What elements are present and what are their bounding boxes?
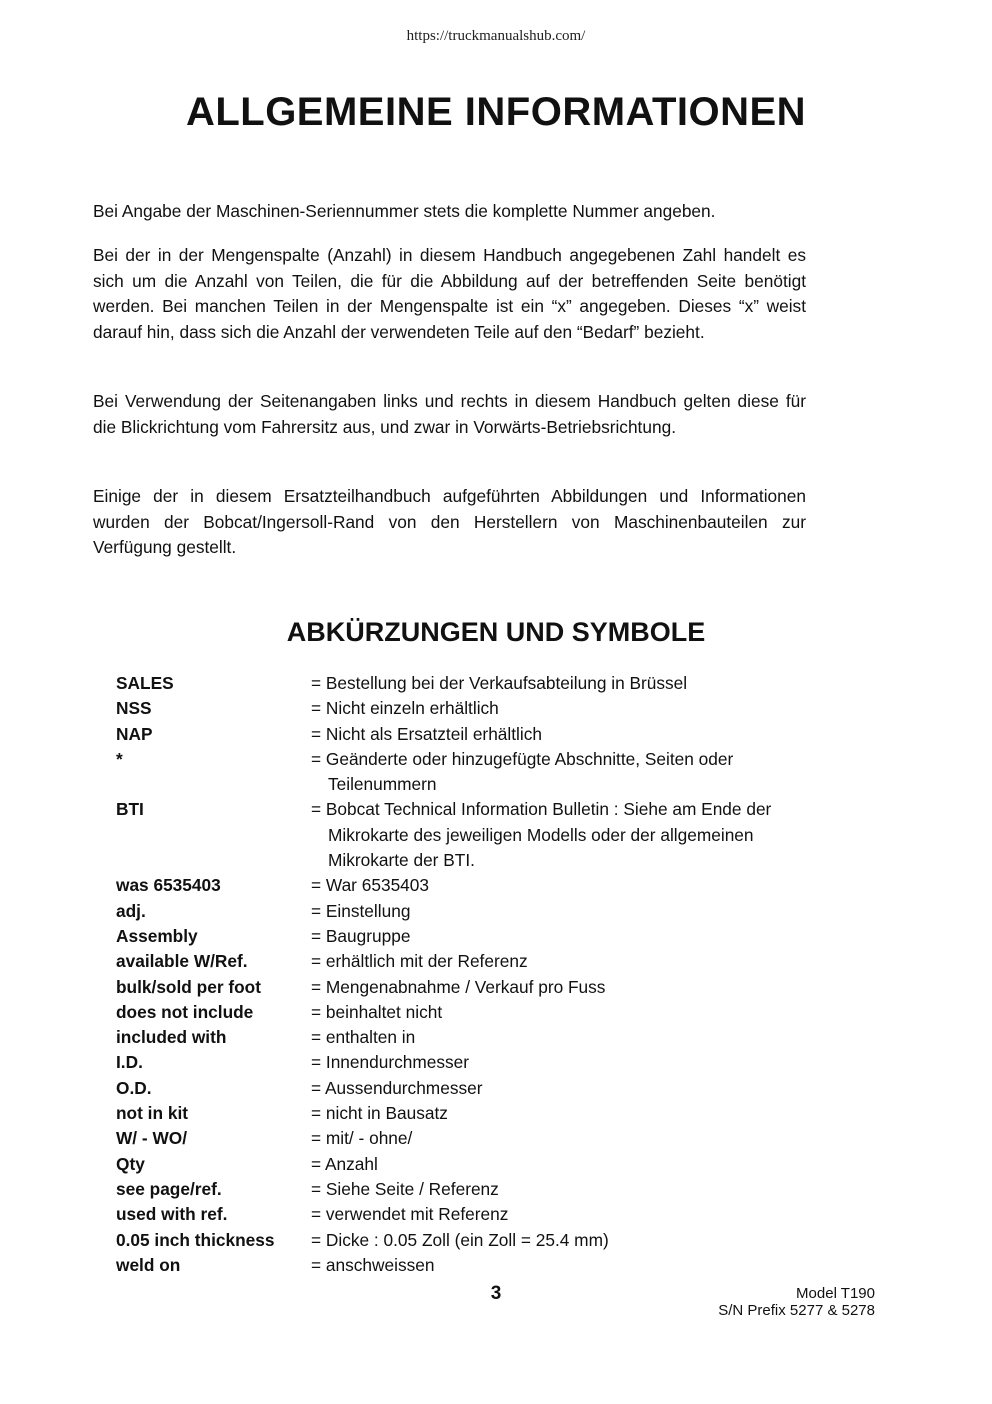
abbreviation-definition: = Dicke : 0.05 Zoll (ein Zoll = 25.4 mm) (311, 1229, 609, 1250)
section-title: ABKÜRZUNGEN UND SYMBOLE (286, 617, 706, 647)
abbreviation-row (116, 1000, 836, 1025)
abbreviation-term: I.D. (116, 1052, 143, 1073)
abbreviation-row (116, 873, 836, 898)
abbreviation-definition: = Einstellung (311, 900, 411, 921)
model-info (718, 1285, 875, 1319)
paragraph-left-right: Bei Verwendung der Seitenangaben links und rechts in diesem Handbuch gelten diese für die Blickrichtung vom Fahrersitz aus, und zwar in Vorwärts-Betriebsrichtung. (93, 391, 806, 437)
abbreviation-term: see page/ref. (116, 1178, 222, 1199)
abbreviation-row (116, 696, 836, 721)
abbreviation-row (116, 1050, 836, 1075)
abbreviation-row (116, 1126, 836, 1151)
abbreviation-definition: = Bobcat Technical Information Bulletin : Siehe am Ende der Mikrokarte des jeweiligen Modells oder der allgemeinen Mikrokarte der BTI. (311, 799, 772, 871)
abbreviation-definition: = Innendurchmesser (311, 1052, 470, 1073)
abbreviation-term: adj. (116, 900, 146, 921)
abbreviation-row (116, 1228, 836, 1253)
serial-prefix: S/N Prefix 5277 & 5278 (718, 1302, 875, 1319)
abbreviation-term: was 6535403 (116, 875, 221, 896)
abbreviation-definition: = anschweissen (311, 1254, 435, 1275)
abbreviation-term: Qty (116, 1153, 145, 1174)
abbreviation-row (116, 1025, 836, 1050)
abbreviation-definition: = Aussendurchmesser (311, 1077, 483, 1098)
abbreviation-definition: = mit/ - ohne/ (311, 1128, 413, 1149)
abbreviation-definition: = nicht in Bausatz (311, 1103, 448, 1124)
abbreviation-term: BTI (116, 799, 144, 820)
abbreviation-definition: = Mengenabnahme / Verkauf pro Fuss (311, 976, 606, 997)
abbreviation-row (116, 899, 836, 924)
abbreviation-row (116, 1152, 836, 1177)
abbreviation-row (116, 1076, 836, 1101)
abbreviation-row (116, 722, 836, 747)
abbreviation-definition: = Baugruppe (311, 925, 411, 946)
page-number: 3 (490, 1283, 502, 1304)
abbreviation-definition: = Nicht als Ersatzteil erhältlich (311, 723, 542, 744)
abbreviation-definition: = Anzahl (311, 1153, 378, 1174)
abbreviation-definition: = War 6535403 (311, 875, 430, 896)
abbreviation-term: does not include (116, 1001, 254, 1022)
abbreviation-list (116, 671, 836, 1278)
abbreviation-definition: = verwendet mit Referenz (311, 1204, 509, 1225)
page-title: ALLGEMEINE INFORMATIONEN (185, 90, 807, 134)
abbreviation-definition: = Bestellung bei der Verkaufsabteilung in Brüssel (311, 673, 688, 693)
abbreviation-term: included with (116, 1027, 227, 1048)
paragraph-quantity-column: Bei der in der Mengenspalte (Anzahl) in diesem Handbuch angegebenen Zahl handelt es sich um die Anzahl von Teilen, die für die Abbildung auf der betreffenden Seite benötigt werden. Bei manchen Teilen in der Mengenspalte ist ein “x” angegeben. Dieses “x” weist darauf hin, dass sich die Anzahl der verwendeten Teile auf den “Bedarf” bezieht. (93, 245, 806, 342)
abbreviation-row (116, 671, 836, 696)
abbreviation-term: used with ref. (116, 1204, 228, 1225)
abbreviation-row (116, 975, 836, 1000)
abbreviation-term: W/ - WO/ (116, 1128, 188, 1149)
abbreviation-term: not in kit (116, 1103, 188, 1124)
abbreviation-row (116, 1253, 836, 1278)
abbreviation-row (116, 949, 836, 974)
abbreviation-definition: = Nicht einzeln erhältlich (311, 698, 499, 719)
abbreviation-term: NSS (116, 698, 152, 719)
abbreviation-definition: = erhältlich mit der Referenz (311, 951, 528, 972)
model-name: Model T190 (796, 1285, 875, 1302)
abbreviation-term: 0.05 inch thickness (116, 1229, 275, 1250)
paragraph-serial-number: Bei Angabe der Maschinen-Seriennummer stets die komplette Nummer angeben. (93, 201, 716, 221)
abbreviation-term: weld on (116, 1254, 181, 1275)
paragraph-illustrations-source: Einige der in diesem Ersatzteilhandbuch aufgeführten Abbildungen und Informationen wurden der Bobcat/Ingersoll-Rand von den Herstellern von Maschinenbauteilen zur Verfügung gestellt. (93, 486, 806, 557)
abbreviation-row (116, 747, 836, 798)
abbreviation-term: * (116, 748, 123, 769)
abbreviation-row (116, 1101, 836, 1126)
abbreviation-term: available W/Ref. (116, 951, 248, 972)
abbreviation-definition: = enthalten in (311, 1027, 416, 1048)
abbreviation-definition: = Geänderte oder hinzugefügte Abschnitte, Seiten oder Teilenummern (311, 748, 734, 795)
abbreviation-term: NAP (116, 723, 153, 744)
abbreviation-row (116, 797, 836, 873)
abbreviation-row (116, 924, 836, 949)
abbreviation-row (116, 1177, 836, 1202)
abbreviation-term: O.D. (116, 1077, 152, 1098)
abbreviation-term: Assembly (116, 925, 198, 946)
abbreviation-definition: = beinhaltet nicht (311, 1001, 443, 1022)
abbreviation-term: bulk/sold per foot (116, 976, 261, 997)
abbreviation-term: SALES (116, 673, 174, 693)
abbreviation-definition: = Siehe Seite / Referenz (311, 1178, 499, 1199)
abbreviation-row (116, 1202, 836, 1227)
source-url: https://truckmanualshub.com/ (406, 28, 586, 44)
